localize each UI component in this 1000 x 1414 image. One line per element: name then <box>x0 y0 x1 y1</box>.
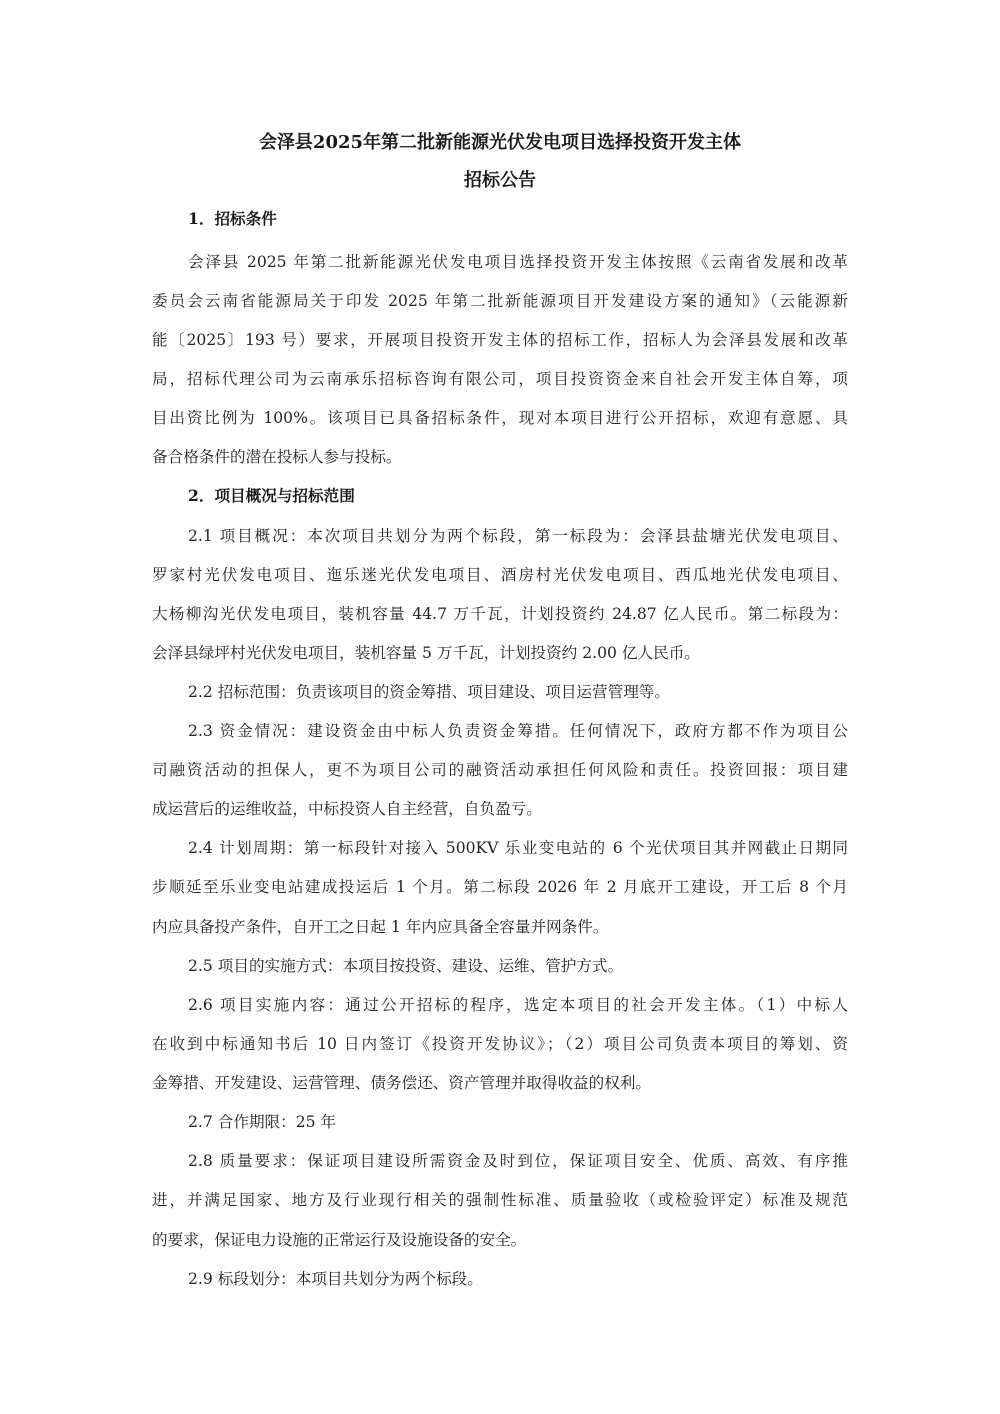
paragraph-line: 会泽县绿坪村光伏发电项目，装机容量 5 万千瓦，计划投资约 2.00 亿人民币。 <box>152 644 700 662</box>
paragraph-line: 金筹措、开发建设、运营管理、债务偿还、资产管理并取得收益的权利。 <box>152 1074 652 1092</box>
paragraph-line: 的要求，保证电力设施的正常运行及设施设备的安全。 <box>152 1231 527 1249</box>
section-heading-2: 2．项目概况与招标范围 <box>188 486 355 505</box>
paragraph-line: 局，招标代理公司为云南承乐招标咨询有限公司，项目投资资金来自社会开发主体自筹，项 <box>152 370 848 388</box>
section-heading-1: 1．招标条件 <box>188 209 277 228</box>
paragraph-line: 会泽县 2025 年第二批新能源光伏发电项目选择投资开发主体按照《云南省发展和改革 <box>188 253 848 271</box>
paragraph-line: 罗家村光伏发电项目、迤乐迷光伏发电项目、酒房村光伏发电项目、西瓜地光伏发电项目、 <box>152 566 848 584</box>
paragraph-line: 2.6 项目实施内容：通过公开招标的程序，选定本项目的社会开发主体。（1）中标人 <box>188 996 848 1014</box>
document-subtitle: 招标公告 <box>464 170 536 191</box>
paragraph-line: 能〔2025〕193 号）要求，开展项目投资开发主体的招标工作，招标人为会泽县发展和改革 <box>152 331 848 349</box>
paragraph-line: 在收到中标通知书后 10 日内签订《投资开发协议》；（2）项目公司负责本项目的筹划、资 <box>152 1035 848 1053</box>
paragraph-line: 2.5 项目的实施方式：本项目按投资、建设、运维、管护方式。 <box>188 957 624 975</box>
paragraph-line: 成运营后的运维收益，中标投资人自主经营，自负盈亏。 <box>152 800 542 818</box>
paragraph-line: 2.2 招标范围：负责该项目的资金筹措、项目建设、项目运营管理等。 <box>188 683 670 701</box>
paragraph-line: 备合格条件的潜在投标人参与投标。 <box>152 448 402 466</box>
paragraph-line: 步顺延至乐业变电站建成投运后 1 个月。第二标段 2026 年 2 月底开工建设，开工后 8 个月 <box>152 878 848 896</box>
paragraph-line: 2.7 合作期限：25 年 <box>188 1113 337 1131</box>
paragraph-line: 2.3 资金情况：建设资金由中标人负责资金筹措。任何情况下，政府方都不作为项目公 <box>188 722 848 740</box>
paragraph-line: 内应具备投产条件，自开工之日起 1 年内应具备全容量并网条件。 <box>152 918 609 936</box>
paragraph-line: 2.8 质量要求：保证项目建设所需资金及时到位，保证项目安全、优质、高效、有序推 <box>188 1152 848 1170</box>
paragraph-line: 大杨柳沟光伏发电项目，装机容量 44.7 万千瓦，计划投资约 24.87 亿人民币。第二标段为： <box>152 605 848 623</box>
document-title: 会泽县2025年第二批新能源光伏发电项目选择投资开发主体 <box>258 132 742 153</box>
paragraph-line: 2.9 标段划分：本项目共划分为两个标段。 <box>188 1270 483 1288</box>
paragraph-line: 2.1 项目概况：本次项目共划分为两个标段，第一标段为：会泽县盐塘光伏发电项目、 <box>188 527 848 545</box>
paragraph-line: 委员会云南省能源局关于印发 2025 年第二批新能源项目开发建设方案的通知》（云能源新 <box>152 292 848 310</box>
paragraph-line: 司融资活动的担保人，更不为项目公司的融资活动承担任何风险和责任。投资回报：项目建 <box>152 761 848 779</box>
paragraph-line: 进，并满足国家、地方及行业现行相关的强制性标准、质量验收（或检验评定）标准及规范 <box>152 1191 848 1209</box>
paragraph-line: 目出资比例为 100%。该项目已具备招标条件，现对本项目进行公开招标，欢迎有意愿、具 <box>152 409 848 427</box>
paragraph-line: 2.4 计划周期：第一标段针对接入 500KV 乐业变电站的 6 个光伏项目其并网截止日期同 <box>188 839 848 857</box>
